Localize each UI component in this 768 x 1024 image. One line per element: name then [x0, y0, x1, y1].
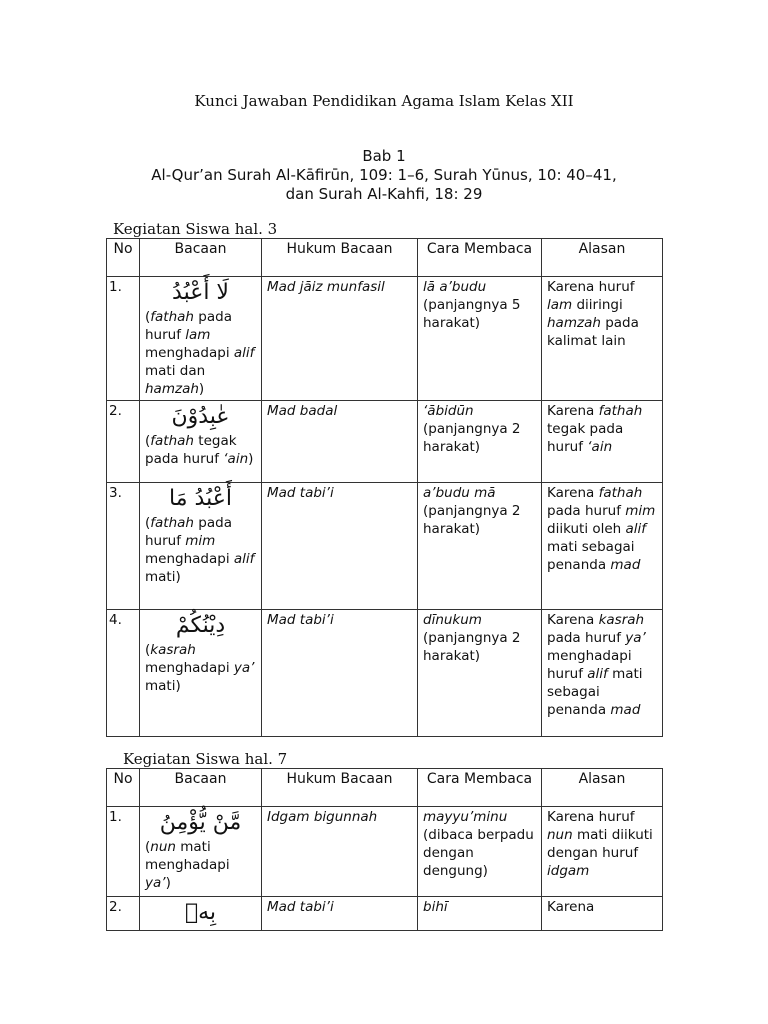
cara-note: (panjangnya 2 harakat)	[423, 630, 521, 664]
alasan-term: nun	[547, 827, 573, 843]
bacaan-note	[145, 642, 254, 694]
note-term: fathah	[150, 309, 194, 325]
alasan-text: Karena huruf	[547, 279, 635, 295]
chapter-subtitle-line-2: dan Surah Al-Kahfi, 18: 29	[285, 185, 483, 203]
header-hukum-bacaan: Hukum Bacaan	[262, 239, 418, 277]
arabic-text: لَا أَعْبُدُ	[172, 280, 229, 305]
row-number: 3.	[107, 483, 140, 610]
chapter-subtitle-line-1: Al-Qur’an Surah Al-Kāfirūn, 109: 1–6, Surah Yūnus, 10: 40–41,	[151, 166, 617, 184]
note-term: mim	[185, 533, 216, 549]
row-number: 1.	[107, 807, 140, 897]
cara-note: (panjangnya 2 harakat)	[423, 503, 521, 537]
alasan-text: mati diikuti dengan huruf	[547, 827, 653, 861]
section-2-label: Kegiatan Siswa hal. 7	[123, 750, 288, 768]
bacaan-cell	[140, 897, 262, 931]
hukum-bacaan-cell: Idgam bigunnah	[262, 807, 418, 897]
alasan-text: mati sebagai penanda	[547, 539, 635, 573]
header-bacaan: Bacaan	[140, 239, 262, 277]
table-row	[107, 401, 663, 483]
note-text: mati menghadapi	[145, 839, 230, 873]
cara-note: (panjangnya 5 harakat)	[423, 297, 521, 331]
header-cara-membaca: Cara Membaca	[418, 239, 542, 277]
note-text: mati)	[145, 569, 181, 585]
alasan-term: hamzah	[547, 315, 601, 331]
alasan-text: diikuti oleh	[547, 521, 626, 537]
note-text: pada huruf	[145, 515, 232, 549]
note-text: menghadapi	[145, 551, 234, 567]
note-term: ya’	[145, 875, 166, 891]
hukum-bacaan-cell: Mad jāiz munfasil	[262, 277, 418, 401]
bacaan-note	[145, 433, 253, 467]
alasan-text: Karena	[547, 612, 599, 628]
note-text: menghadapi	[145, 660, 234, 676]
note-term: fathah	[150, 433, 194, 449]
table-row	[107, 483, 663, 610]
bacaan-note	[145, 839, 230, 891]
table-header-row	[107, 239, 663, 277]
alasan-term: mad	[610, 557, 641, 573]
note-term: fathah	[150, 515, 194, 531]
note-text: menghadapi	[145, 345, 234, 361]
bacaan-cell	[140, 401, 262, 483]
section-1-label: Kegiatan Siswa hal. 3	[113, 220, 278, 238]
note-term: alif	[233, 551, 255, 567]
alasan-term: alif	[587, 666, 608, 682]
table-row	[107, 277, 663, 401]
cara-membaca-cell	[418, 401, 542, 483]
bacaan-cell	[140, 610, 262, 737]
header-cara-membaca: Cara Membaca	[418, 769, 542, 807]
note-text: (	[145, 433, 151, 449]
cara-term: a’budu mā	[423, 485, 496, 501]
alasan-text: mati sebagai penanda	[547, 666, 643, 718]
header-hukum-bacaan: Hukum Bacaan	[262, 769, 418, 807]
hukum-bacaan-cell: Mad tabi’i	[262, 610, 418, 737]
note-term: nun	[150, 839, 176, 855]
table-row	[107, 610, 663, 737]
arabic-text: بِهٖ	[184, 900, 217, 925]
arabic-text: أَعْبُدُ مَا	[169, 486, 232, 511]
note-text: tegak pada huruf	[145, 433, 237, 467]
header-bacaan: Bacaan	[140, 769, 262, 807]
table-row	[107, 897, 663, 931]
alasan-cell	[542, 277, 663, 401]
alasan-term: fathah	[598, 403, 643, 419]
row-number: 2.	[107, 401, 140, 483]
bacaan-cell	[140, 483, 262, 610]
header-no: No	[107, 769, 140, 807]
note-text: )	[198, 381, 205, 397]
alasan-cell	[542, 610, 663, 737]
alasan-text: Karena	[547, 403, 599, 419]
answer-table-2	[106, 768, 663, 931]
cara-note: (panjangnya 2 harakat)	[423, 421, 521, 455]
bacaan-cell	[140, 807, 262, 897]
note-text: pada huruf	[145, 309, 232, 343]
row-number: 1.	[107, 277, 140, 401]
cara-membaca-cell	[418, 277, 542, 401]
arabic-text: مَّنْ يُّؤْمِنُ	[159, 810, 242, 835]
note-text: mati)	[145, 678, 181, 694]
alasan-text: pada huruf	[547, 630, 626, 646]
row-number: 2.	[107, 897, 140, 931]
cara-term: mayyu’minu	[423, 809, 508, 825]
cara-membaca-cell	[418, 807, 542, 897]
note-term: alif	[233, 345, 255, 361]
alasan-term: alif	[625, 521, 647, 537]
alasan-term: ya’	[625, 630, 646, 646]
alasan-term: mad	[610, 702, 641, 718]
cara-membaca-cell	[418, 483, 542, 610]
alasan-term: fathah	[598, 485, 643, 501]
cara-term: ‘ābidūn	[423, 403, 474, 419]
document-title: Kunci Jawaban Pendidikan Agama Islam Kelas XII	[194, 92, 574, 110]
header-alasan: Alasan	[542, 769, 663, 807]
hukum-bacaan-cell: Mad tabi’i	[262, 483, 418, 610]
cara-term: dīnukum	[423, 612, 482, 628]
alasan-text: pada kalimat lain	[547, 315, 639, 349]
note-term: ya’	[233, 660, 255, 676]
note-text: mati dan	[145, 363, 206, 379]
cara-membaca-cell	[418, 610, 542, 737]
hukum-bacaan-cell: Mad tabi’i	[262, 897, 418, 931]
arabic-text: عٰبِدُوْنَ	[171, 404, 230, 429]
bacaan-cell	[140, 277, 262, 401]
alasan-text: Karena	[547, 485, 599, 501]
arabic-text: دِيْنُكُمْ	[175, 613, 226, 638]
table-row	[107, 807, 663, 897]
note-term: kasrah	[150, 642, 196, 658]
note-text: (	[145, 642, 151, 658]
hukum-bacaan-cell: Mad badal	[262, 401, 418, 483]
answer-table-1	[106, 238, 663, 737]
alasan-cell	[542, 897, 663, 931]
alasan-text: pada huruf	[547, 503, 626, 519]
alasan-cell	[542, 483, 663, 610]
alasan-text: menghadapi huruf	[547, 648, 632, 682]
row-number: 4.	[107, 610, 140, 737]
bacaan-note	[145, 515, 254, 585]
note-term: hamzah	[145, 381, 199, 397]
alasan-text: diiringi	[572, 297, 623, 313]
note-term: ‘ain	[223, 451, 249, 467]
note-text: (	[145, 515, 151, 531]
cara-note: (dibaca berpadu dengan dengung)	[423, 827, 534, 879]
note-text: )	[248, 451, 254, 467]
alasan-term: ‘ain	[587, 439, 613, 455]
note-text: )	[165, 875, 171, 891]
note-term: lam	[185, 327, 211, 343]
note-text: (	[145, 839, 151, 855]
bacaan-note	[145, 309, 254, 397]
alasan-term: lam	[547, 297, 573, 313]
alasan-cell	[542, 401, 663, 483]
header-alasan: Alasan	[542, 239, 663, 277]
table-header-row	[107, 769, 663, 807]
alasan-term: mim	[625, 503, 656, 519]
alasan-cell	[542, 807, 663, 897]
chapter-heading	[0, 147, 768, 204]
cara-membaca-cell	[418, 897, 542, 931]
cara-term: bihī	[423, 899, 448, 915]
alasan-text: tegak pada huruf	[547, 421, 624, 455]
alasan-text: Karena	[547, 899, 595, 915]
alasan-term: idgam	[547, 863, 590, 879]
note-text: (	[145, 309, 151, 325]
alasan-text: Karena huruf	[547, 809, 635, 825]
cara-term: lā a’budu	[423, 279, 487, 295]
alasan-term: kasrah	[598, 612, 645, 628]
header-no: No	[107, 239, 140, 277]
chapter-number: Bab 1	[362, 147, 406, 165]
